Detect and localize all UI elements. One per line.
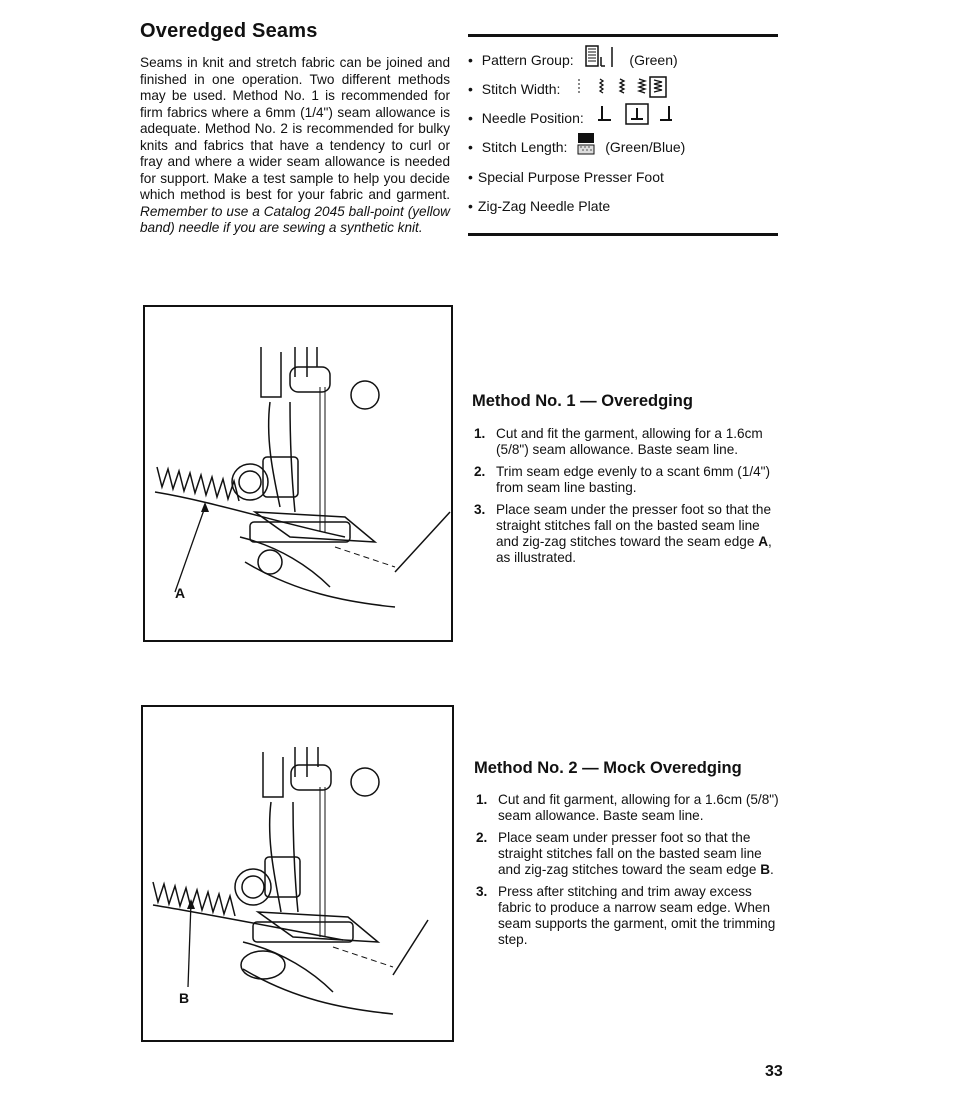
- sewing-foot-illustration-b: [143, 707, 452, 1040]
- pattern-group-icon: [584, 45, 620, 69]
- method2-heading: Method No. 2 — Mock Overedging: [474, 759, 742, 777]
- setting-needle-plate: • Zig-Zag Needle Plate: [468, 198, 610, 214]
- method1-step: 2. Trim seam edge evenly to a scant 6mm (1/4") from seam line basting.: [474, 464, 771, 495]
- intro-italic-note: Remember to use a Catalog 2045 ball-point (yellow band) needle if you are sewing a synthetic knit.: [140, 203, 450, 235]
- page-title: Overedged Seams: [140, 20, 318, 42]
- stitch-length-icon: [575, 132, 597, 156]
- method1-step: 1. Cut and fit the garment, allowing for a 1.6cm (5/8") seam allowance. Baste seam line.: [474, 426, 763, 457]
- intro-text: Seams in knit and stretch fabric can be joined and finished in one operation. Two different methods may be used. Method No. 1 is recommended for firm fabrics where a 6mm (1/4") seam allowance is adequate. Method No. 2 is recommended for bulky knits and fabrics that have a tendency to curl or fray and where a wider seam allowance is needed for support. Make a test sample to help you decide which method is best for your fabric and garment.: [140, 55, 450, 202]
- setting-needle-position: • Needle Position:: [468, 110, 704, 127]
- intro-paragraph: [140, 55, 450, 237]
- method2-steps: [476, 792, 784, 954]
- setting-stitch-width: • Stitch Width:: [468, 81, 690, 98]
- figure-label-b: B: [179, 990, 190, 1006]
- figure-label-a: A: [175, 585, 186, 601]
- method1-heading: Method No. 1 — Overedging: [472, 392, 693, 410]
- figure-a-overedging: [143, 305, 453, 642]
- method2-step: 2. Place seam under presser foot so that the straight stitches fall on the basted seam line and zig-zag stitches toward the seam edge B.: [476, 830, 774, 877]
- method2-step: 1. Cut and fit garment, allowing for a 1.6cm (5/8") seam allowance. Baste seam line.: [476, 792, 779, 823]
- page-number: 33: [765, 1063, 783, 1080]
- method1-steps: [474, 426, 784, 572]
- figure-b-mock-overedging: [141, 705, 454, 1042]
- sewing-foot-illustration-a: [145, 307, 451, 640]
- setting-stitch-length: • Stitch Length: (Green/Blue): [468, 139, 685, 156]
- setting-presser-foot: • Special Purpose Presser Foot: [468, 169, 664, 185]
- needle-position-icon: [594, 103, 704, 127]
- method2-step: 3. Press after stitching and trim away excess fabric to produce a narrow seam edge. When seam supports the garment, omit the trimming step.: [476, 884, 776, 947]
- stitch-width-icon: [570, 76, 690, 98]
- bottom-rule: [468, 233, 778, 236]
- method1-step: 3. Place seam under the presser foot so that the straight stitches fall on the basted seam line and zig-zag stitches toward the seam edge A, as illustrated.: [474, 502, 772, 565]
- setting-pattern-group: • Pattern Group: (Green): [468, 52, 678, 69]
- top-rule: [468, 34, 778, 37]
